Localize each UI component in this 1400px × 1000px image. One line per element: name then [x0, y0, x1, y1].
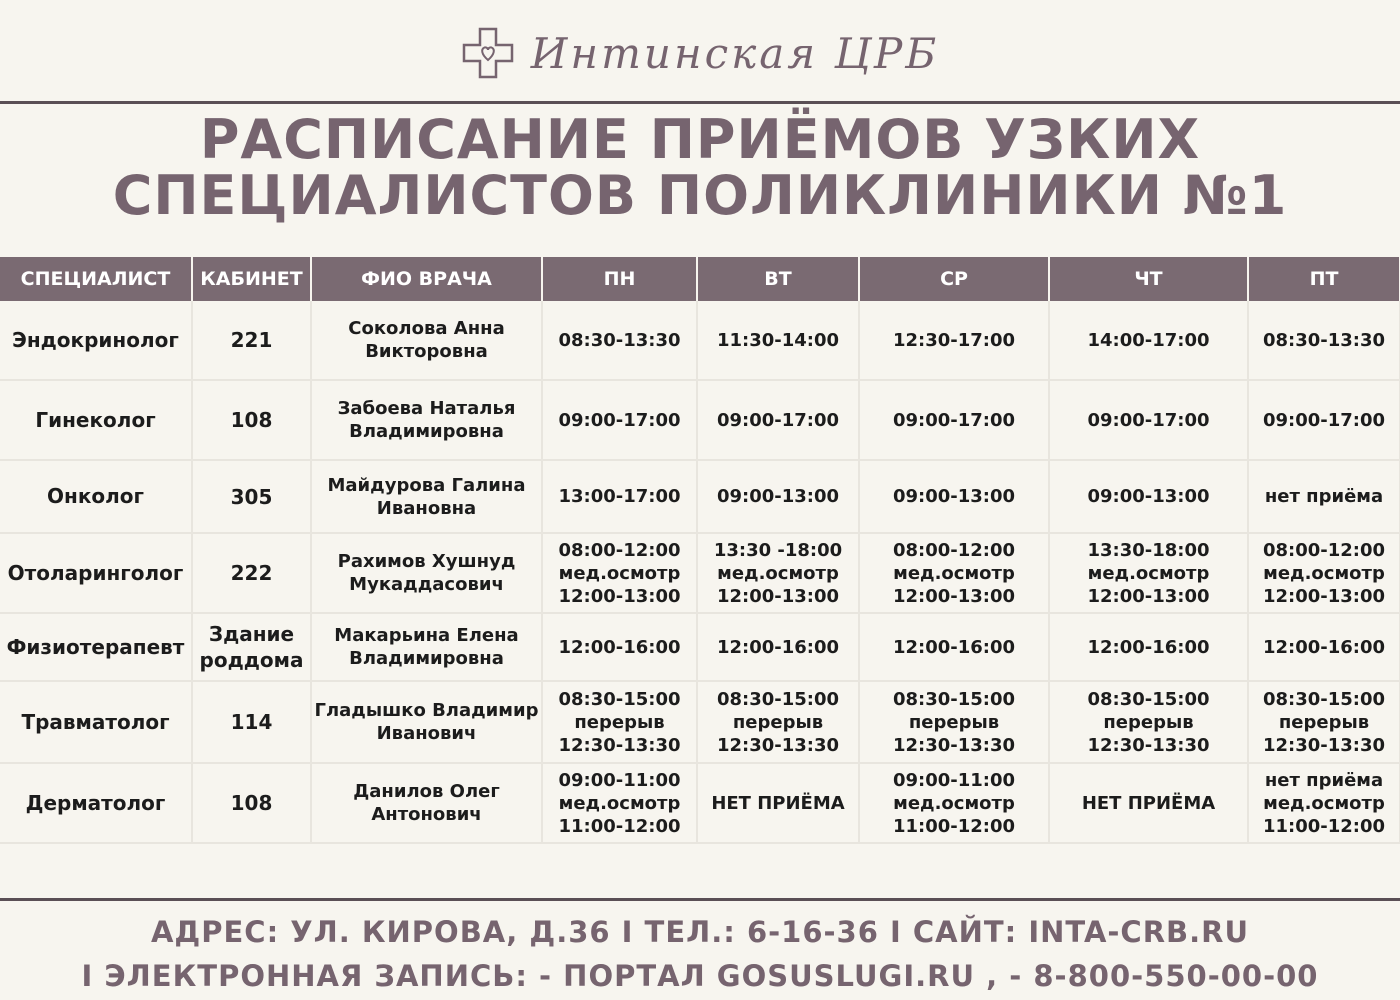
schedule-cell-tuesday-line: 09:00-17:00 [716, 409, 840, 431]
logo [0, 22, 1400, 84]
schedule-table [0, 257, 1400, 844]
top-divider [0, 101, 1400, 104]
doctor-cell [311, 460, 542, 533]
schedule-cell-friday [1248, 380, 1400, 460]
title-line-2: СПЕЦИАЛИСТОВ ПОЛИКЛИНИКИ №1 [112, 164, 1288, 227]
schedule-cell-monday-line: 08:30-13:30 [558, 329, 681, 351]
schedule-cell-tuesday [697, 380, 859, 460]
schedule-cell-tuesday-line: 12:30-13:30 [716, 734, 840, 756]
specialist-cell: Эндокринолог [0, 301, 192, 380]
schedule-cell-monday [542, 380, 697, 460]
schedule-cell-monday-line: мед.осмотр [558, 562, 681, 584]
schedule-cell-wednesday-line: 12:30-13:30 [892, 734, 1016, 756]
schedule-cell-tuesday-line: 13:30 -18:00 [713, 539, 843, 561]
schedule-cell-wednesday [859, 613, 1049, 681]
column-header-wednesday: СР [859, 257, 1049, 301]
column-header-friday: ПТ [1248, 257, 1400, 301]
schedule-cell-tuesday [697, 301, 859, 380]
schedule-cell-tuesday [697, 533, 859, 613]
schedule-cell-tuesday-line: НЕТ ПРИЁМА [711, 792, 845, 814]
cabinet-cell [192, 681, 311, 763]
schedule-cell-friday [1248, 533, 1400, 613]
schedule-cell-wednesday-line: 09:00-11:00 [892, 769, 1016, 791]
schedule-cell-monday [542, 763, 697, 843]
schedule-cell-wednesday [859, 301, 1049, 380]
schedule-cell-monday [542, 613, 697, 681]
schedule-cell-friday-line: 08:30-13:30 [1262, 329, 1386, 351]
schedule-cell-monday-line: 13:00-17:00 [558, 486, 681, 507]
table-row [0, 380, 1400, 460]
schedule-cell-friday-line: нет приёма [1264, 486, 1384, 507]
schedule-cell-thursday [1049, 533, 1248, 613]
schedule-cell-friday-line: перерыв [1278, 711, 1370, 733]
schedule-cell-friday [1248, 460, 1400, 533]
schedule-cell-thursday [1049, 681, 1248, 763]
page-title [0, 108, 1400, 227]
schedule-cell-tuesday-line: перерыв [732, 711, 824, 733]
schedule-cell-friday-line: нет приёма [1264, 769, 1384, 791]
schedule-cell-wednesday-line: 11:00-12:00 [892, 815, 1016, 837]
doctor-cell-line: Макарьина Елена [334, 625, 519, 646]
schedule-cell-tuesday [697, 613, 859, 681]
cabinet-cell-line: 222 [230, 561, 273, 585]
schedule-cell-thursday [1049, 380, 1248, 460]
schedule-cell-thursday [1049, 613, 1248, 681]
schedule-cell-monday-line: 12:00-16:00 [558, 636, 681, 658]
schedule-cell-wednesday-line: мед.осмотр [893, 792, 1015, 814]
doctor-cell [311, 301, 542, 380]
schedule-cell-thursday-line: 12:00-13:00 [1087, 585, 1210, 607]
cabinet-cell [192, 763, 311, 843]
schedule-cell-monday-line: 09:00-11:00 [558, 769, 681, 791]
schedule-cell-friday [1248, 613, 1400, 681]
table-header-row [0, 257, 1400, 301]
cabinet-cell [192, 533, 311, 613]
schedule-cell-wednesday [859, 763, 1049, 843]
specialist-cell: Дерматолог [0, 763, 192, 843]
schedule-cell-wednesday [859, 460, 1049, 533]
schedule-cell-tuesday [697, 763, 859, 843]
doctor-cell-line: Рахимов Хушнуд [337, 551, 516, 572]
schedule-cell-wednesday-line: 12:00-13:00 [892, 585, 1016, 607]
schedule-cell-tuesday-line: 08:30-15:00 [716, 688, 840, 710]
cabinet-cell-line: 221 [230, 328, 273, 352]
schedule-cell-friday-line: 08:30-15:00 [1262, 688, 1386, 710]
schedule-cell-friday-line: 11:00-12:00 [1262, 815, 1386, 837]
schedule-cell-thursday-line: 09:00-13:00 [1087, 486, 1210, 507]
doctor-cell-line: Гладышко Владимир [314, 700, 539, 721]
table-row [0, 763, 1400, 843]
schedule-cell-wednesday-line: 08:00-12:00 [892, 539, 1016, 561]
footer-contacts: АДРЕС: УЛ. КИРОВА, Д.36 I ТЕЛ.: 6-16-36 I САЙТ: INTA-CRB.RU [150, 915, 1250, 949]
doctor-cell-line: Викторовна [365, 341, 488, 362]
schedule-cell-thursday-line: 12:30-13:30 [1087, 734, 1210, 756]
schedule-cell-friday-line: мед.осмотр [1263, 562, 1385, 584]
schedule-cell-monday-line: 09:00-17:00 [558, 409, 681, 431]
schedule-cell-friday-line: 12:00-16:00 [1262, 636, 1386, 658]
cabinet-cell-line: 305 [230, 484, 273, 509]
schedule-cell-friday [1248, 681, 1400, 763]
doctor-cell-line: Соколова Анна [348, 318, 505, 339]
cabinet-cell-line: 108 [230, 791, 273, 815]
schedule-cell-tuesday-line: 11:30-14:00 [716, 329, 840, 351]
schedule-cell-friday-line: 09:00-17:00 [1262, 409, 1386, 431]
cabinet-cell [192, 301, 311, 380]
schedule-cell-thursday [1049, 460, 1248, 533]
table-row [0, 301, 1400, 380]
title-line-1: РАСПИСАНИЕ ПРИЁМОВ УЗКИХ [199, 108, 1201, 171]
cabinet-cell [192, 613, 311, 681]
cabinet-cell-line: Здание [208, 622, 295, 646]
doctor-cell-line: Майдурова Галина [327, 474, 526, 496]
doctor-cell [311, 380, 542, 460]
schedule-cell-monday [542, 301, 697, 380]
schedule-cell-thursday-line: 12:00-16:00 [1087, 636, 1210, 658]
schedule-cell-monday-line: перерыв [574, 711, 665, 733]
doctor-cell-line: Владимировна [349, 648, 504, 669]
doctor-cell-line: Иванович [376, 723, 477, 744]
schedule-cell-friday [1248, 301, 1400, 380]
specialist-cell: Гинеколог [0, 380, 192, 460]
table-row [0, 681, 1400, 763]
doctor-cell-line: Забоева Наталья [337, 398, 516, 419]
column-header-doctor-name: ФИО ВРАЧА [311, 257, 542, 301]
bottom-divider [0, 898, 1400, 901]
schedule-cell-wednesday [859, 681, 1049, 763]
cabinet-cell-line: роддома [199, 648, 304, 672]
schedule-cell-wednesday-line: 12:00-16:00 [892, 636, 1016, 658]
doctor-cell-line: Данилов Олег [353, 781, 500, 802]
schedule-cell-tuesday-line: 12:00-16:00 [716, 636, 840, 658]
footer-online-booking: I ЭЛЕКТРОННАЯ ЗАПИСЬ: - ПОРТАЛ GOSUSLUGI.RU , - 8-800-550-00-00 [81, 959, 1319, 993]
schedule-cell-thursday-line: 14:00-17:00 [1087, 329, 1210, 351]
schedule-cell-monday-line: 08:30-15:00 [558, 688, 681, 710]
schedule-cell-friday-line: 12:00-13:00 [1262, 585, 1386, 607]
schedule-cell-tuesday [697, 681, 859, 763]
schedule-cell-thursday-line: перерыв [1103, 711, 1194, 733]
schedule-cell-friday-line: 08:00-12:00 [1262, 539, 1386, 561]
schedule-cell-wednesday-line: мед.осмотр [893, 562, 1015, 584]
schedule-cell-wednesday-line: 12:30-17:00 [892, 329, 1016, 351]
column-header-cabinet: КАБИНЕТ [192, 257, 311, 301]
schedule-cell-tuesday-line: 09:00-13:00 [716, 486, 840, 507]
schedule-cell-tuesday-line: 12:00-13:00 [716, 585, 840, 607]
schedule-cell-wednesday-line: перерыв [908, 711, 1000, 733]
schedule-cell-monday [542, 460, 697, 533]
schedule-cell-friday-line: 12:30-13:30 [1262, 734, 1386, 756]
schedule-cell-thursday-line: НЕТ ПРИЁМА [1081, 792, 1216, 814]
cabinet-cell [192, 460, 311, 533]
schedule-cell-wednesday-line: 09:00-13:00 [892, 486, 1016, 507]
schedule-cell-monday-line: мед.осмотр [558, 792, 681, 814]
cabinet-cell [192, 380, 311, 460]
table-row [0, 460, 1400, 533]
schedule-cell-friday-line: мед.осмотр [1263, 792, 1385, 814]
schedule-cell-monday [542, 681, 697, 763]
schedule-cell-monday [542, 533, 697, 613]
table-row [0, 613, 1400, 681]
schedule-cell-tuesday [697, 460, 859, 533]
schedule-cell-thursday-line: 09:00-17:00 [1087, 409, 1210, 431]
doctor-cell-line: Антонович [371, 804, 482, 825]
column-header-thursday: ЧТ [1049, 257, 1248, 301]
schedule-cell-thursday-line: 08:30-15:00 [1087, 688, 1210, 710]
schedule-cell-monday-line: 08:00-12:00 [558, 539, 681, 561]
schedule-cell-thursday [1049, 301, 1248, 380]
logo-text: Интинская ЦРБ [530, 28, 940, 78]
schedule-cell-wednesday-line: 08:30-15:00 [892, 688, 1016, 710]
schedule-cell-monday-line: 11:00-12:00 [558, 815, 681, 837]
schedule-cell-tuesday-line: мед.осмотр [717, 562, 839, 584]
schedule-cell-monday-line: 12:00-13:00 [558, 585, 681, 607]
footer [0, 910, 1400, 998]
doctor-cell [311, 613, 542, 681]
column-header-specialist: СПЕЦИАЛИСТ [0, 257, 192, 301]
doctor-cell [311, 533, 542, 613]
specialist-cell: Отоларинголог [0, 533, 192, 613]
specialist-cell: Травматолог [0, 681, 192, 763]
heart-cross-icon [461, 26, 515, 80]
schedule-cell-thursday-line: мед.осмотр [1087, 562, 1210, 584]
doctor-cell-line: Мукаддасович [349, 574, 504, 595]
cabinet-cell-line: 114 [230, 710, 273, 734]
cabinet-cell-line: 108 [230, 408, 273, 432]
schedule-cell-friday [1248, 763, 1400, 843]
specialist-cell: Онколог [0, 460, 192, 533]
doctor-cell-line: Ивановна [376, 497, 477, 519]
schedule-cell-wednesday [859, 533, 1049, 613]
schedule-cell-wednesday [859, 380, 1049, 460]
specialist-cell: Физиотерапевт [0, 613, 192, 681]
schedule-cell-wednesday-line: 09:00-17:00 [892, 409, 1016, 431]
table-row [0, 533, 1400, 613]
column-header-tuesday: ВТ [697, 257, 859, 301]
doctor-cell [311, 763, 542, 843]
schedule-cell-monday-line: 12:30-13:30 [558, 734, 681, 756]
schedule-cell-thursday-line: 13:30-18:00 [1087, 539, 1210, 561]
column-header-monday: ПН [542, 257, 697, 301]
schedule-cell-thursday [1049, 763, 1248, 843]
doctor-cell [311, 681, 542, 763]
doctor-cell-line: Владимировна [349, 421, 504, 442]
